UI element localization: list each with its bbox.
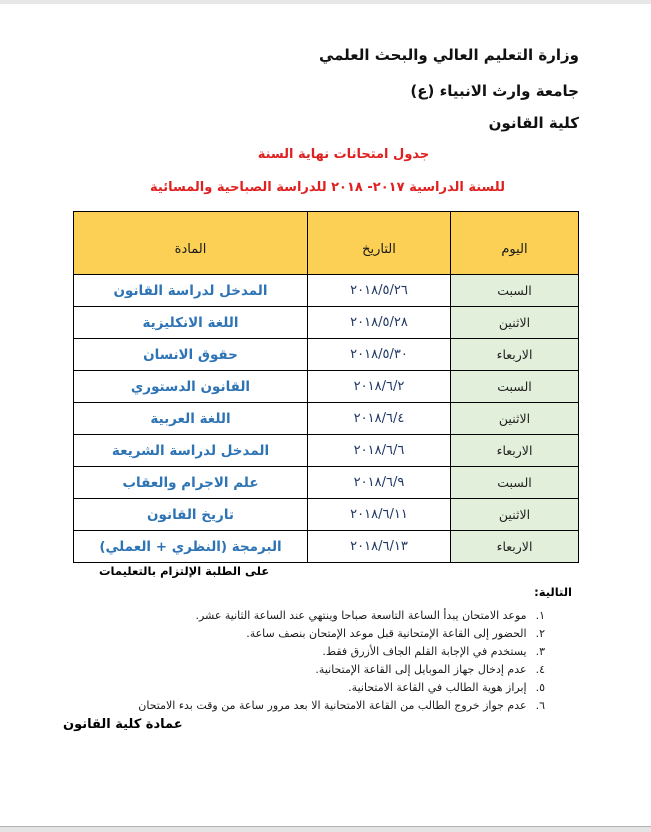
date-cell: ٢٠١٨/٦/٤ bbox=[308, 403, 451, 435]
list-item bbox=[138, 625, 545, 643]
table-header-row bbox=[74, 212, 579, 275]
deanship-signature: عمادة كلية القانون bbox=[63, 717, 183, 732]
item-number: ٣. bbox=[535, 645, 545, 658]
table-row bbox=[74, 531, 579, 563]
date-cell: ٢٠١٨/٥/٢٨ bbox=[308, 307, 451, 339]
instructions-list bbox=[138, 607, 545, 715]
exam-schedule-table bbox=[73, 211, 579, 563]
item-text: عدم جواز خروج الطالب من القاعة الامتحانية الا بعد مرور ساعة من وقت بدء الامتحان bbox=[138, 699, 527, 712]
table-row bbox=[74, 275, 579, 307]
subject-cell: البرمجة (النظري + العملي) bbox=[74, 531, 308, 563]
column-header-date: التاريخ bbox=[308, 212, 451, 275]
table-row bbox=[74, 307, 579, 339]
item-text: يستخدم في الإجابة القلم الجاف الأزرق فقط. bbox=[322, 645, 527, 658]
subject-cell: اللغة العربية bbox=[74, 403, 308, 435]
day-cell: السبت bbox=[451, 467, 579, 499]
schedule-title: جدول امتحانات نهاية السنة bbox=[257, 147, 430, 162]
day-cell: الاثنين bbox=[451, 403, 579, 435]
page-bottom-edge bbox=[0, 826, 651, 832]
table-row bbox=[74, 435, 579, 467]
date-cell: ٢٠١٨/٦/٩ bbox=[308, 467, 451, 499]
item-number: ٤. bbox=[535, 663, 545, 676]
day-cell: السبت bbox=[451, 275, 579, 307]
date-cell: ٢٠١٨/٥/٢٦ bbox=[308, 275, 451, 307]
list-item bbox=[138, 643, 545, 661]
ministry-line: وزارة التعليم العالي والبحث العلمي bbox=[318, 46, 579, 64]
item-text: إبراز هوية الطالب في القاعة الامتحانية. bbox=[348, 681, 527, 694]
subject-cell: علم الاجرام والعقاب bbox=[74, 467, 308, 499]
table-row bbox=[74, 371, 579, 403]
subject-cell: المدخل لدراسة الشريعة bbox=[74, 435, 308, 467]
day-cell: الاربعاء bbox=[451, 339, 579, 371]
list-item bbox=[138, 679, 545, 697]
subject-cell: تاريخ القانون bbox=[74, 499, 308, 531]
item-number: ٦. bbox=[535, 699, 545, 712]
item-text: موعد الامتحان يبدأ الساعة التاسعة صباحا وينتهي عند الساعة الثانية عشر. bbox=[195, 609, 527, 622]
item-text: عدم إدخال جهاز الموبايل إلى القاعة الإمتحانية. bbox=[315, 663, 527, 676]
table-row bbox=[74, 467, 579, 499]
day-cell: الاربعاء bbox=[451, 531, 579, 563]
column-header-subject: المادة bbox=[74, 212, 308, 275]
item-number: ٢. bbox=[535, 627, 545, 640]
item-number: ١. bbox=[535, 609, 545, 622]
instructions-lead-following: التالية: bbox=[534, 585, 572, 599]
list-item bbox=[138, 607, 545, 625]
date-cell: ٢٠١٨/٦/١١ bbox=[308, 499, 451, 531]
list-item bbox=[138, 661, 545, 679]
date-cell: ٢٠١٨/٦/٦ bbox=[308, 435, 451, 467]
day-cell: السبت bbox=[451, 371, 579, 403]
date-cell: ٢٠١٨/٦/٢ bbox=[308, 371, 451, 403]
subject-cell: المدخل لدراسة القانون bbox=[74, 275, 308, 307]
university-line: جامعة وارث الانبياء (ع) bbox=[410, 82, 579, 100]
column-header-day: اليوم bbox=[451, 212, 579, 275]
table-row bbox=[74, 499, 579, 531]
item-text: الحضور إلى القاعة الإمتحانية قبل موعد الإمتحان بنصف ساعة. bbox=[246, 627, 527, 640]
subject-cell: القانون الدستوري bbox=[74, 371, 308, 403]
table-row bbox=[74, 403, 579, 435]
item-number: ٥. bbox=[535, 681, 545, 694]
table-row bbox=[74, 339, 579, 371]
day-cell: الاثنين bbox=[451, 307, 579, 339]
list-item bbox=[138, 697, 545, 715]
page-top-edge bbox=[0, 0, 651, 4]
date-cell: ٢٠١٨/٥/٣٠ bbox=[308, 339, 451, 371]
subject-cell: اللغة الانكليزية bbox=[74, 307, 308, 339]
schedule-subtitle: للسنة الدراسية ٢٠١٧- ٢٠١٨ للدراسة الصباحية والمسائية bbox=[150, 180, 505, 195]
day-cell: الاربعاء bbox=[451, 435, 579, 467]
date-cell: ٢٠١٨/٦/١٣ bbox=[308, 531, 451, 563]
instructions-lead-text: على الطلبة الإلتزام بالتعليمات bbox=[99, 564, 270, 578]
subject-cell: حقوق الانسان bbox=[74, 339, 308, 371]
college-line: كلية القانون bbox=[488, 114, 579, 132]
day-cell: الاثنين bbox=[451, 499, 579, 531]
